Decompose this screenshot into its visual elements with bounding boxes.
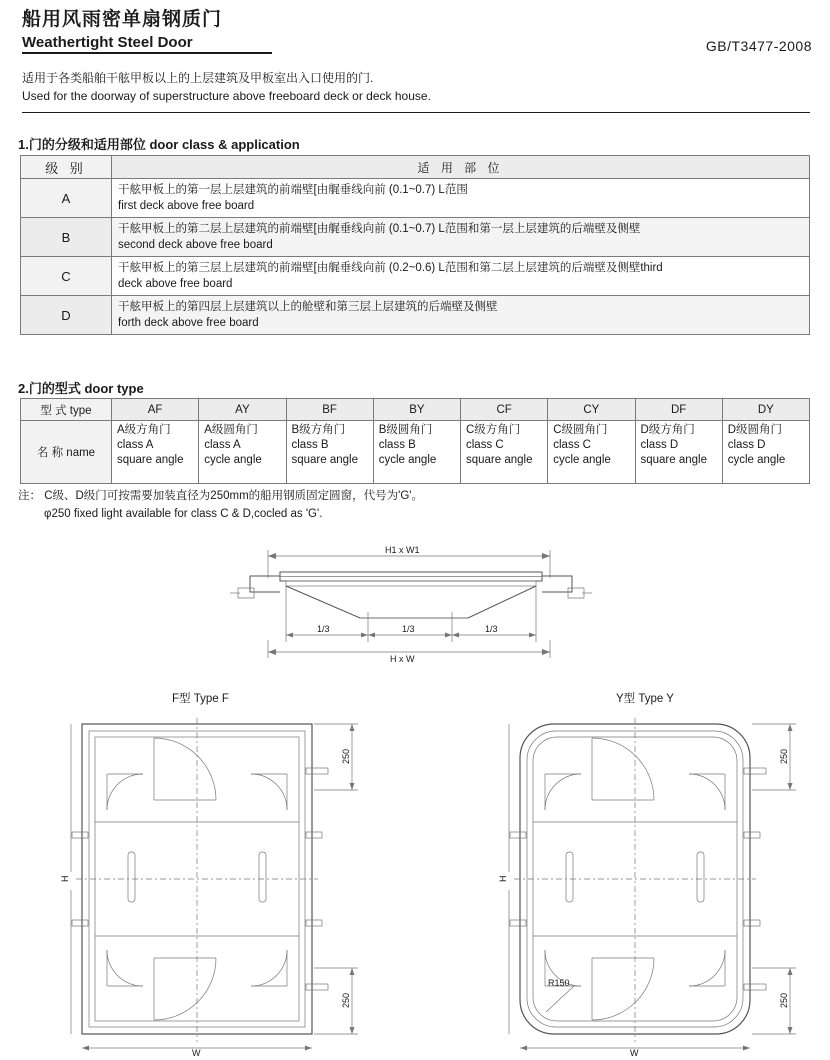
dim-250-bottom: 250 bbox=[779, 992, 789, 1008]
cell-class: C bbox=[21, 257, 112, 296]
section2-title: 2.门的型式 door type bbox=[18, 381, 144, 396]
cell-application bbox=[112, 296, 810, 335]
door-class-table bbox=[20, 155, 810, 335]
cell-class: D bbox=[21, 296, 112, 335]
name-cn: B级方角门 bbox=[291, 424, 346, 436]
type-f-caption: F型 Type F bbox=[172, 693, 229, 705]
name-en1: class C bbox=[466, 439, 504, 451]
table-header-row bbox=[21, 156, 810, 179]
name-dy bbox=[722, 421, 809, 484]
cell-application-cn: 干舷甲板上的第一层上层建筑的前端壁[由艉垂线向前 (0.1~0.7) L范围 bbox=[118, 184, 468, 196]
footnote bbox=[18, 487, 423, 523]
name-en2: cycle angle bbox=[727, 454, 786, 466]
dim-h: H bbox=[498, 875, 508, 882]
name-en1: class B bbox=[291, 439, 329, 451]
cell-application-en: forth deck above free board bbox=[118, 317, 259, 329]
name-en2: square angle bbox=[291, 454, 358, 466]
name-en2: square angle bbox=[466, 454, 533, 466]
name-en2: cycle angle bbox=[378, 454, 437, 466]
cell-application-en: first deck above free board bbox=[118, 200, 255, 212]
name-en1: class D bbox=[727, 439, 766, 451]
type-df: DF bbox=[635, 399, 722, 421]
name-en1: class D bbox=[640, 439, 679, 451]
section-profile-drawing bbox=[220, 540, 620, 665]
title-english: Weathertight Steel Door bbox=[22, 34, 193, 51]
type-af: AF bbox=[112, 399, 199, 421]
footnote-en: φ250 fixed light available for class C & D,cocled as 'G'. bbox=[44, 508, 323, 520]
intro-block bbox=[22, 70, 722, 105]
cell-application bbox=[112, 257, 810, 296]
intro-chinese: 适用于各类船舶干舷甲板以上的上层建筑及甲板室出入口使用的门. bbox=[22, 71, 374, 85]
standard-number: GB/T3477-2008 bbox=[705, 38, 812, 54]
type-header-row bbox=[21, 399, 810, 421]
dim-w: W bbox=[192, 1048, 201, 1058]
table-row bbox=[21, 257, 810, 296]
type-bf: BF bbox=[286, 399, 373, 421]
type-y-caption: Y型 Type Y bbox=[616, 693, 674, 705]
document-header bbox=[22, 8, 812, 52]
name-en2: cycle angle bbox=[204, 454, 262, 466]
cell-class: A bbox=[21, 179, 112, 218]
title-chinese: 船用风雨密单扇钢质门 bbox=[22, 9, 223, 30]
name-en1: class B bbox=[378, 439, 416, 451]
door-type-table bbox=[20, 398, 810, 484]
cell-application-cn: 干舷甲板上的第二层上层建筑的前端壁[由艉垂线向前 (0.1~0.7) L范围和第一层上层建筑的后端壁及侧壁 bbox=[118, 223, 641, 235]
type-dy: DY bbox=[722, 399, 809, 421]
dim-250-bottom: 250 bbox=[341, 992, 351, 1008]
cell-application bbox=[112, 179, 810, 218]
cell-application-en: deck above free board bbox=[118, 278, 233, 290]
dim-h: H bbox=[60, 875, 70, 882]
name-cn: D级方角门 bbox=[640, 424, 695, 436]
name-by bbox=[373, 421, 460, 484]
name-df bbox=[635, 421, 722, 484]
type-by: BY bbox=[373, 399, 460, 421]
dim-h1w1: H1 x W1 bbox=[385, 545, 420, 555]
th-class: 级 别 bbox=[21, 156, 112, 179]
radius-label: R150 bbox=[548, 978, 570, 988]
name-af bbox=[112, 421, 199, 484]
name-cf bbox=[461, 421, 548, 484]
section1-title: 1.门的分级和适用部位 door class & application bbox=[18, 137, 300, 152]
type-cy: CY bbox=[548, 399, 635, 421]
name-en2: square angle bbox=[640, 454, 707, 466]
table-row bbox=[21, 179, 810, 218]
dim-250-top: 250 bbox=[779, 748, 789, 764]
name-cn: A级圆角门 bbox=[204, 424, 258, 436]
dim-third-2: 1/3 bbox=[402, 624, 415, 634]
dim-third-1: 1/3 bbox=[317, 624, 330, 634]
cell-class: B bbox=[21, 218, 112, 257]
table-row bbox=[21, 296, 810, 335]
name-en2: square angle bbox=[117, 454, 184, 466]
th-application: 适 用 部 位 bbox=[112, 156, 810, 179]
intro-english: Used for the doorway of superstructure above freeboard deck or deck house. bbox=[22, 89, 431, 103]
cell-application-cn: 干舷甲板上的第四层上层建筑以上的舱壁和第三层上层建筑的后端壁及侧壁 bbox=[118, 301, 498, 313]
cell-application-cn: 干舷甲板上的第三层上层建筑的前端壁[由艉垂线向前 (0.2~0.6) L范围和第二层上层建筑的后端壁及侧壁third bbox=[118, 262, 663, 274]
name-en2: cycle angle bbox=[553, 454, 611, 466]
dim-third-3: 1/3 bbox=[485, 624, 498, 634]
table-row bbox=[21, 218, 810, 257]
cell-application bbox=[112, 218, 810, 257]
cell-application-en: second deck above free board bbox=[118, 239, 273, 251]
name-cn: C级方角门 bbox=[466, 424, 521, 436]
name-bf bbox=[286, 421, 373, 484]
name-cn: B级圆角门 bbox=[378, 424, 433, 436]
name-en1: class A bbox=[117, 439, 154, 451]
name-cn: A级方角门 bbox=[117, 424, 171, 436]
type-ay: AY bbox=[199, 399, 286, 421]
name-ay bbox=[199, 421, 286, 484]
type-name-row bbox=[21, 421, 810, 484]
name-cn: D级圆角门 bbox=[727, 424, 783, 436]
label-type: 型 式 type bbox=[21, 399, 112, 421]
dim-hw: H x W bbox=[390, 654, 415, 664]
name-en1: class A bbox=[204, 439, 241, 451]
type-f-drawing bbox=[62, 712, 392, 1057]
dim-250-top: 250 bbox=[341, 748, 351, 764]
name-cn: C级圆角门 bbox=[553, 424, 608, 436]
type-cf: CF bbox=[461, 399, 548, 421]
name-en1: class C bbox=[553, 439, 591, 451]
label-name: 名 称 name bbox=[21, 421, 112, 484]
type-y-drawing bbox=[500, 712, 830, 1057]
dim-w: W bbox=[630, 1048, 639, 1058]
name-cy bbox=[548, 421, 635, 484]
title-underline bbox=[22, 52, 272, 54]
footnote-cn: 注： C级、D级门可按需要加装直径为250mm的船用钢质固定圆窗，代号为'G'。 bbox=[18, 490, 423, 502]
header-divider bbox=[22, 112, 810, 113]
